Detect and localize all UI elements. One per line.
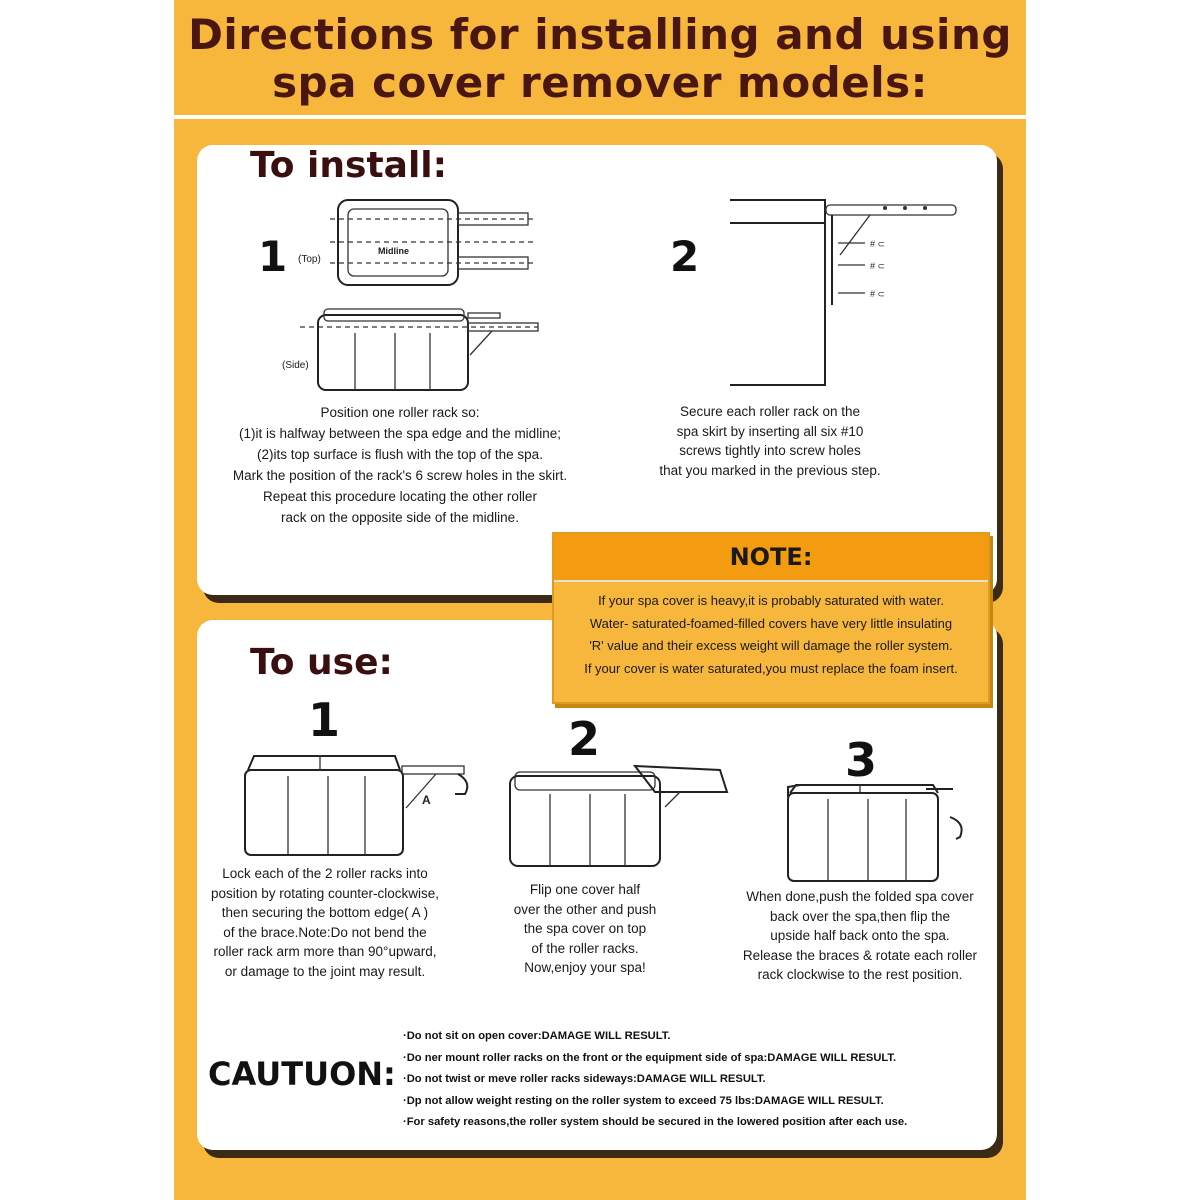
- svg-text:# ⊂: # ⊂: [870, 239, 886, 249]
- install-step-2-caption: [620, 402, 920, 480]
- caption-line: of the roller racks.: [531, 940, 639, 956]
- header-banner: [174, 0, 1026, 119]
- caption-line: back over the spa,then flip the: [769, 908, 951, 924]
- caption-line: roller rack arm more than 90°upward,: [213, 944, 437, 959]
- caption-line: Secure each roller rack on the: [679, 404, 861, 419]
- install-step-1-number: 1: [258, 232, 288, 281]
- install-mount-diagram: [730, 195, 960, 395]
- caption-line: of the brace.Note:Do not bend the: [223, 924, 427, 940]
- note-line: If your spa cover is heavy,it is probably saturated with water.: [598, 593, 944, 608]
- note-line: 'R' value and their excess weight will damage the roller system.: [589, 638, 953, 653]
- note-line: Water- saturated-foamed-filled covers have very little insulating: [589, 615, 953, 631]
- install-title: To install:: [250, 145, 448, 186]
- top-view-label: (Top): [298, 254, 321, 265]
- install-side-view-diagram: [300, 305, 540, 395]
- header-title-line-1: Directions for installing and using: [188, 10, 1012, 59]
- caution-item: ·Do ner mount roller racks on the front or the equipment side of spa:DAMAGE WILL RESULT.: [403, 1051, 897, 1064]
- svg-text:# ⊂: # ⊂: [870, 289, 886, 299]
- use-step-2-diagram: [505, 762, 735, 872]
- use-step-2-caption: [485, 880, 685, 978]
- caption-line: upside half back onto the spa.: [770, 928, 950, 943]
- caption-line: then securing the bottom edge( A ): [221, 905, 429, 920]
- caption-line: rack on the opposite side of the midline.: [281, 510, 519, 525]
- caption-line: (1)it is halfway between the spa edge and the midline;: [239, 426, 561, 441]
- caution-list: [403, 1026, 907, 1134]
- use-step-2-number: 2: [568, 712, 601, 766]
- header-title-line-2: spa cover remover models:: [272, 58, 928, 107]
- caption-line: screws tightly into screw holes: [679, 443, 861, 458]
- note-title: NOTE:: [554, 534, 988, 582]
- caption-line: position by rotating counter-clockwise,: [210, 885, 440, 901]
- brace-marker-a: A: [422, 793, 431, 807]
- caution-item: ·Do not sit on open cover:DAMAGE WILL RESULT.: [403, 1030, 671, 1042]
- use-step-1-diagram: [240, 752, 480, 857]
- caption-line: rack clockwise to the rest position.: [757, 967, 963, 982]
- use-step-1-caption: [200, 864, 450, 981]
- midline-label: Midline: [378, 246, 409, 256]
- caption-line: Release the braces & rotate each roller: [742, 947, 978, 963]
- caution-item: ·Do not twist or meve roller racks sideways:DAMAGE WILL RESULT.: [403, 1073, 766, 1085]
- caption-line: Now,enjoy your spa!: [524, 960, 646, 975]
- use-title: To use:: [250, 642, 393, 683]
- caution-item: ·For safety reasons,the roller system should be secured in the lowered position after each use.: [403, 1116, 908, 1128]
- note-line: If your cover is water saturated,you must replace the foam insert.: [584, 660, 958, 676]
- caption-line: Lock each of the 2 roller racks into: [222, 866, 428, 881]
- svg-text:# ⊂: # ⊂: [870, 261, 886, 271]
- caption-line: Position one roller rack so:: [320, 405, 480, 420]
- install-step-1-caption: [200, 402, 600, 528]
- use-step-3-number: 3: [845, 733, 878, 787]
- use-step-3-caption: [730, 887, 990, 985]
- caption-line: over the other and push: [513, 901, 657, 917]
- install-top-view-diagram: [330, 195, 540, 290]
- note-box: [552, 532, 990, 704]
- caption-line: Repeat this procedure locating the other roller: [263, 489, 537, 504]
- caption-line: spa skirt by inserting all six #10: [676, 423, 864, 439]
- caption-line: Mark the position of the rack's 6 screw holes in the skirt.: [232, 468, 568, 483]
- use-step-1-number: 1: [308, 693, 341, 747]
- note-text: [554, 590, 988, 680]
- caption-line: (2)its top surface is flush with the top of the spa.: [257, 447, 543, 462]
- caution-label: CAUTUON:: [208, 1055, 396, 1093]
- install-step-2-number: 2: [670, 232, 700, 281]
- caption-line: that you marked in the previous step.: [659, 462, 881, 478]
- side-view-label: (Side): [282, 360, 309, 371]
- use-step-3-diagram: [778, 765, 978, 885]
- caption-line: Flip one cover half: [529, 882, 641, 897]
- caption-line: the spa cover on top: [523, 921, 647, 936]
- caption-line: or damage to the joint may result.: [224, 963, 426, 979]
- caption-line: When done,push the folded spa cover: [746, 889, 974, 904]
- caution-item: ·Dp not allow weight resting on the roller system to exceed 75 lbs:DAMAGE WILL RESULT.: [403, 1094, 884, 1107]
